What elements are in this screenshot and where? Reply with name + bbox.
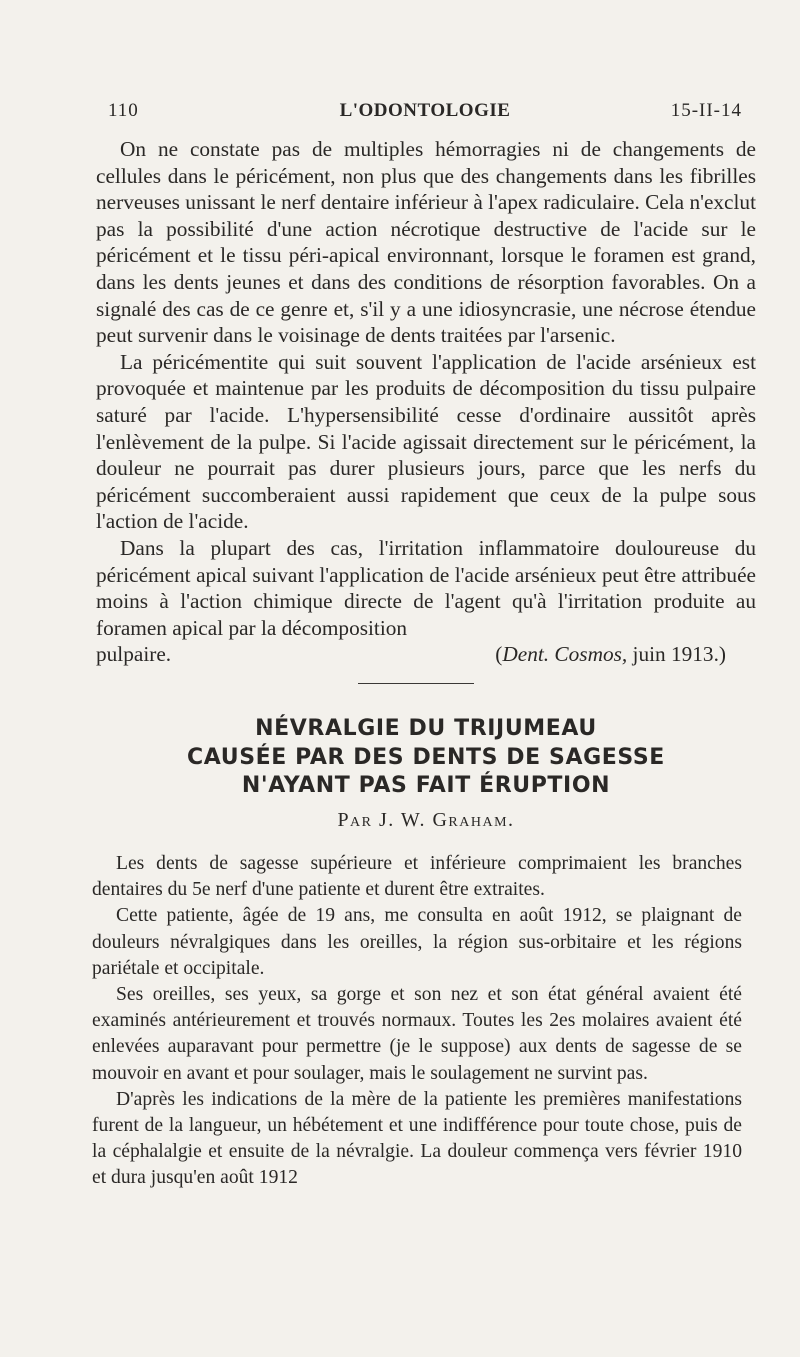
paragraph: Ses oreilles, ses yeux, sa gorge et son nez et son état général avaient été examinés antérieurement et trouvés normaux. Toutes les 2es molaires avaient été enlevées auparavant pour permettre (je le suppose) aux dents de sagesse de se mouvoir en avant et pour soulager, mais le soulagement ne survint pas. — [92, 984, 742, 1084]
previous-article-text — [96, 136, 756, 668]
citation-date: juin 1913.) — [627, 642, 726, 667]
journal-title: L'ODONTOLOGIE — [339, 100, 511, 121]
paragraph: D'après les indications de la mère de la patiente les premières manifestations furent de la langueur, un hébétement et une indifférence pour toute chose, puis de la céphalalgie et ensuite de la névralgie. La douleur commença vers février 1910 et dura jusqu'en août 1912 — [92, 1088, 742, 1189]
paragraph: La péricémentite qui suit souvent l'application de l'acide arsénieux est provoquée et maintenue par les produits de décomposition du tissu pulpaire saturé par l'acide. L'hypersensibilité cesse d'ordinaire aussitôt après l'enlèvement de la pulpe. Si l'acide agissait directement sur le péricément, la douleur ne pourrait pas durer plusieurs jours, parce que les nerfs du péricément succomberaient aussi rapidement que ceux de la pulpe sous l'action de l'acide. — [96, 349, 756, 534]
author-byline: Par J. W. Graham. — [337, 809, 515, 831]
citation-source: Dent. Cosmos, — [502, 642, 628, 667]
citation-line — [96, 641, 756, 668]
paragraph: On ne constate pas de multiples hémorragies ni de changements de cellules dans le péricément, non plus que des changements dans les fibrilles nerveuses unissant le nerf dentaire inférieur à l'apex radiculaire. Cela n'exclut pas la possibilité d'une action nécrotique destructive de l'acide sur le péricément et le tissu péri-apical environnant, lorsque le foramen est grand, dans les dents jeunes et dans des conditions de résorption favorables. On a signalé des cas de ce genre et, s'il y a une idiosyncrasie, une nécrose étendue peut survenir dans le voisinage de dents traitées par l'arsenic. — [96, 137, 756, 348]
page-number: 110 — [108, 100, 139, 121]
issue-date: 15-II-14 — [670, 100, 742, 121]
section-divider — [358, 683, 474, 684]
citation-open: ( — [495, 642, 503, 667]
paragraph: Cette patiente, âgée de 19 ans, me consulta en août 1912, se plaignant de douleurs névralgiques dans les oreilles, la région sus-orbitaire et les régions pariétale et occipitale. — [92, 905, 742, 979]
article-title — [96, 715, 756, 801]
title-line: N'AYANT PAS FAIT ÉRUPTION — [241, 773, 611, 798]
paragraph: Dans la plupart des cas, l'irritation inflammatoire douloureuse du péricément apical suivant l'application de l'acide arsénieux peut être attribuée moins à l'action chimique directe de l'agent qu'à l'irritation produite au foramen apical par la décomposition — [96, 535, 756, 640]
article-text — [92, 851, 742, 1192]
title-line: NÉVRALGIE DU TRIJUMEAU — [255, 716, 597, 741]
paragraph-end: pulpaire. — [96, 642, 172, 667]
citation — [495, 641, 756, 668]
running-header — [108, 100, 742, 128]
paragraph: Les dents de sagesse supérieure et inférieure comprimaient les branches dentaires du 5e nerf d'une patiente et durent être extraites. — [92, 853, 742, 901]
title-line: CAUSÉE PAR DES DENTS DE SAGESSE — [187, 744, 665, 770]
